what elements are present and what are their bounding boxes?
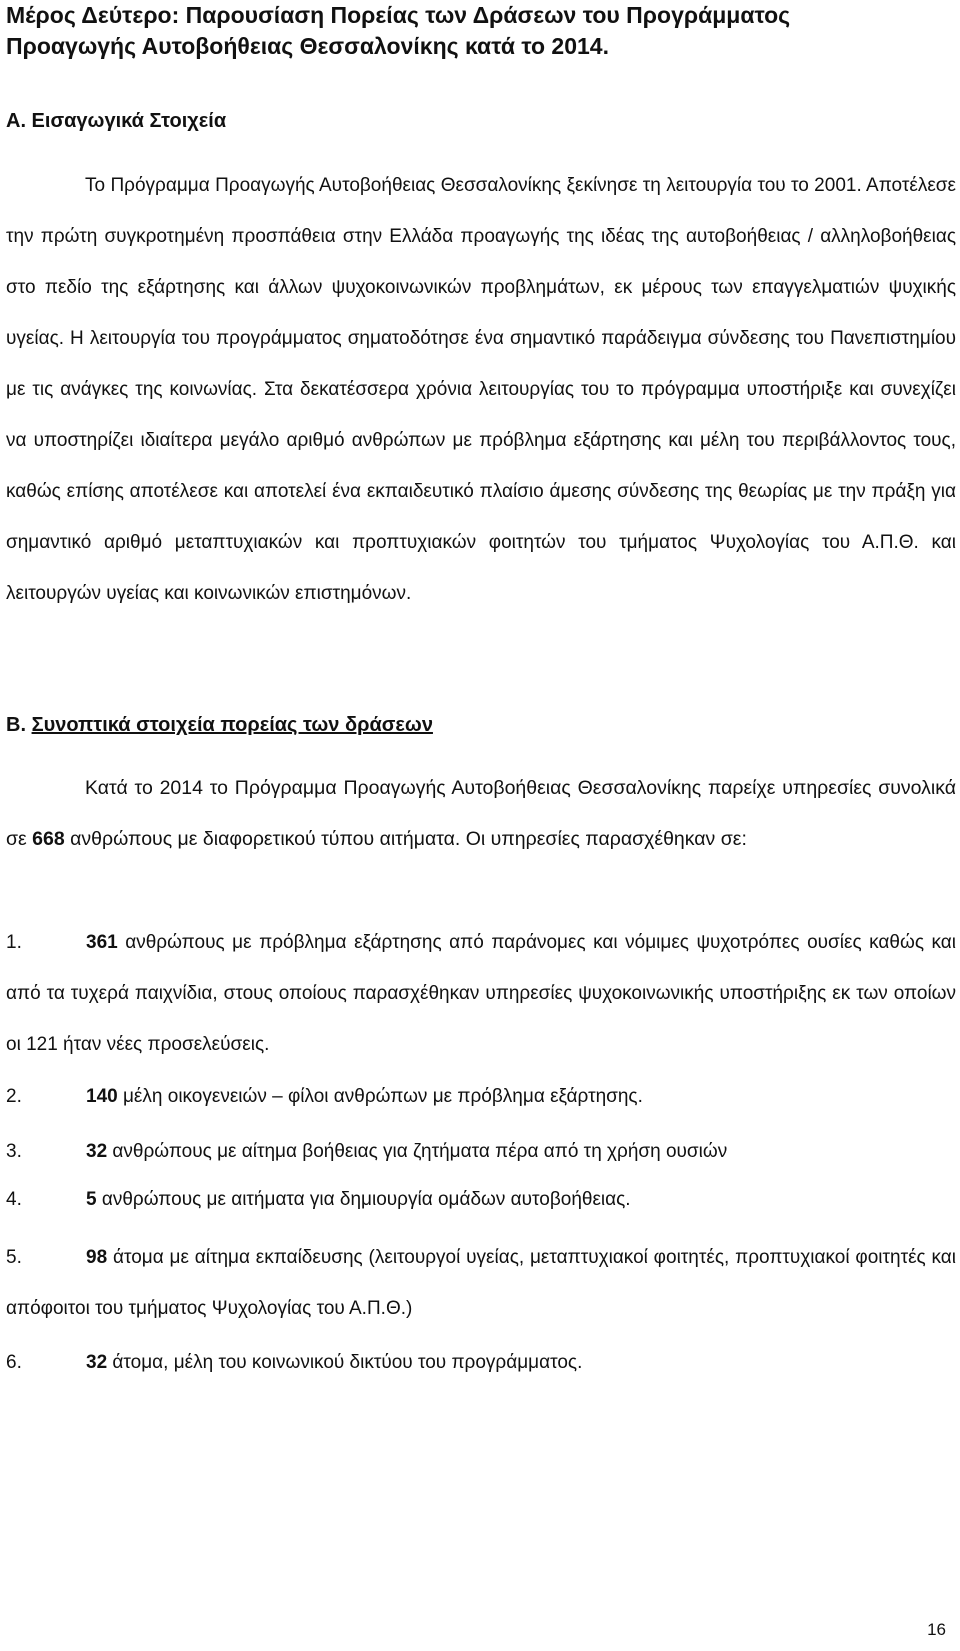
list-item-value: 32 [86, 1352, 108, 1373]
list-item [6, 917, 956, 1070]
intro-after: ανθρώπους με διαφορετικού τύπου αιτήματα. Οι υπηρεσίες παρασχέθηκαν σε: [70, 828, 747, 850]
section-b-prefix: Β. [6, 714, 26, 736]
list-item-value: 140 [86, 1086, 118, 1107]
section-b-title-text: Συνοπτικά στοιχεία πορείας των δράσεων [31, 714, 433, 736]
list-item-value: 98 [86, 1247, 108, 1268]
page-title-line-2: Προαγωγής Αυτοβοήθειας Θεσσαλονίκης κατά το 2014. [6, 33, 609, 59]
list-item-value: 5 [86, 1189, 97, 1210]
list-item-number: 4. [6, 1189, 22, 1210]
list-item-value: 361 [86, 932, 118, 953]
list-item [6, 1126, 956, 1177]
list-item-text: άτομα με αίτημα εκπαίδευσης (λειτουργοί υγείας, μεταπτυχιακοί φοιτητές, προπτυχιακοί φοιτητές και απόφοιτοι του τμήματος Ψυχολογίας του Α.Π.Θ.) [6, 1247, 956, 1319]
page-title [6, 0, 936, 62]
section-a-title: Α. Εισαγωγικά Στοιχεία [6, 110, 227, 132]
list-item [6, 1071, 956, 1122]
list-item-text: άτομα, μέλη του κοινωνικού δικτύου του προγράμματος. [112, 1352, 583, 1373]
section-a-text: Το Πρόγραμμα Προαγωγής Αυτοβοήθειας Θεσσαλονίκης ξεκίνησε τη λειτουργία του το 2001. Αποτέλεσε την πρώτη συγκροτημένη προσπάθεια στην Ελλάδα προαγωγής της ιδέας της αυτοβοήθειας / αλληλοβοήθειας στο πεδίο της εξάρτησης και άλλων ψυχοκοινωνικών προβλημάτων, εκ μέρους των επαγγελματιών ψυχικής υγείας. Η λειτουργία του προγράμματος σηματοδότησε ένα σημαντικό παράδειγμα σύνδεσης του Πανεπιστημίου με τις ανάγκες της κοινωνίας. Στα δεκατέσσερα χρόνια λειτουργίας του το πρόγραμμα υποστήριξε και συνεχίζει να υποστηρίζει ιδιαίτερα μεγάλο αριθμό ανθρώπων με πρόβλημα εξάρτησης και μέλη του περιβάλλοντος τους, καθώς επίσης αποτέλεσε και αποτελεί ένα εκπαιδευτικό πλαίσιο άμεσης σύνδεσης της θεωρίας με την πράξη για σημαντικό αριθμό μεταπτυχιακών και προπτυχιακών φοιτητών του τμήματος Ψυχολογίας του Α.Π.Θ. και λειτουργών υγείας και κοινωνικών επιστημόνων. [6, 175, 956, 604]
list-item-number: 6. [6, 1352, 22, 1373]
intro-before: Κατά το 2014 το Πρόγραμμα Προαγωγής Αυτοβοήθειας Θεσσαλονίκης παρείχε υπηρεσίες συνολικά σε [6, 777, 956, 850]
total-people-count: 668 [32, 828, 65, 850]
list-item-number: 5. [6, 1247, 22, 1268]
list-item-number: 2. [6, 1086, 22, 1107]
page-number: 16 [927, 1620, 946, 1639]
list-item-value: 32 [86, 1141, 108, 1162]
page-title-line-1: Μέρος Δεύτερο: Παρουσίαση Πορείας των Δράσεων του Προγράμματος [6, 2, 791, 28]
list-item-text: μέλη οικογενειών – φίλοι ανθρώπων με πρόβλημα εξάρτησης. [122, 1086, 643, 1107]
list-item-number: 1. [6, 932, 22, 953]
list-item-number: 3. [6, 1141, 22, 1162]
section-a-paragraph [6, 160, 956, 619]
list-item [6, 1174, 956, 1225]
list-item-text: ανθρώπους με αίτημα βοήθειας για ζητήματα πέρα από τη χρήση ουσιών [112, 1141, 728, 1162]
section-b-title [6, 711, 433, 739]
list-item-text: ανθρώπους με αιτήματα για δημιουργία ομάδων αυτοβοήθειας. [101, 1189, 631, 1210]
list-item-text: ανθρώπους με πρόβλημα εξάρτησης από παράνομες και νόμιμες ψυχοτρόπες ουσίες καθώς και από τα τυχερά παιχνίδια, στους οποίους παρασχέθηκαν υπηρεσίες ψυχοκοινωνικής υποστήριξης εκ των οποίων οι 121 ήταν νέες προσελεύσεις. [6, 932, 956, 1055]
list-item [6, 1337, 956, 1388]
list-item [6, 1232, 956, 1334]
section-b-intro [6, 763, 956, 865]
